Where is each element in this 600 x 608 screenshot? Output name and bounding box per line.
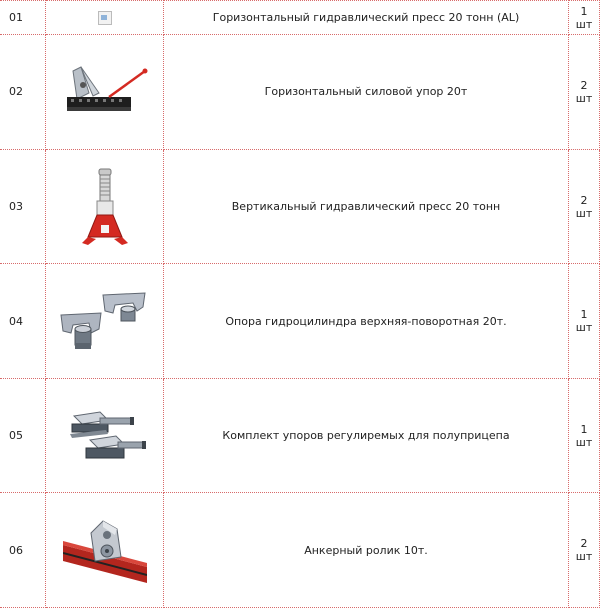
quantity-value: 1	[580, 4, 588, 18]
table-row	[0, 0, 600, 35]
table-row	[0, 264, 600, 379]
product-image-cell	[46, 493, 164, 608]
vertical-press-image	[80, 167, 130, 247]
product-name: Опора гидроцилиндра верхняя-поворотная 20т.	[164, 264, 569, 379]
adjustable-stops-image	[60, 408, 150, 464]
quantity-unit: шт	[575, 321, 593, 335]
quantity-value: 2	[580, 537, 588, 551]
product-image-cell	[46, 264, 164, 379]
quantity-value: 2	[580, 193, 588, 207]
table-row	[0, 379, 600, 494]
product-image-cell	[46, 35, 164, 150]
quantity-cell	[569, 493, 600, 608]
product-image-cell	[46, 150, 164, 265]
table-row	[0, 35, 600, 150]
product-name: Горизонтальный силовой упор 20т	[164, 35, 569, 150]
product-name: Анкерный ролик 10т.	[164, 493, 569, 608]
quantity-value: 1	[580, 422, 588, 436]
broken-image-icon	[98, 11, 112, 25]
row-number: 06	[0, 493, 46, 608]
horizontal-stop-image	[59, 63, 151, 121]
quantity-value: 1	[580, 308, 588, 322]
quantity-cell	[569, 264, 600, 379]
quantity-unit: шт	[575, 17, 593, 31]
product-image-cell	[46, 379, 164, 494]
product-image-cell	[46, 0, 164, 35]
anchor-roller-image	[63, 517, 147, 583]
row-number: 05	[0, 379, 46, 494]
product-name: Комплект упоров регулиремых для полуприцепа	[164, 379, 569, 494]
table-row	[0, 493, 600, 608]
product-name: Вертикальный гидравлический пресс 20 тонн	[164, 150, 569, 265]
quantity-unit: шт	[575, 206, 593, 220]
quantity-unit: шт	[575, 435, 593, 449]
cylinder-support-image	[57, 289, 153, 353]
table-row	[0, 150, 600, 265]
row-number: 02	[0, 35, 46, 150]
quantity-cell	[569, 0, 600, 35]
quantity-unit: шт	[575, 91, 593, 105]
quantity-cell	[569, 379, 600, 494]
row-number: 04	[0, 264, 46, 379]
row-number: 01	[0, 0, 46, 35]
quantity-cell	[569, 150, 600, 265]
quantity-cell	[569, 35, 600, 150]
row-number: 03	[0, 150, 46, 265]
quantity-unit: шт	[575, 550, 593, 564]
quantity-value: 2	[580, 78, 588, 92]
product-name: Горизонтальный гидравлический пресс 20 тонн (AL)	[164, 0, 569, 35]
